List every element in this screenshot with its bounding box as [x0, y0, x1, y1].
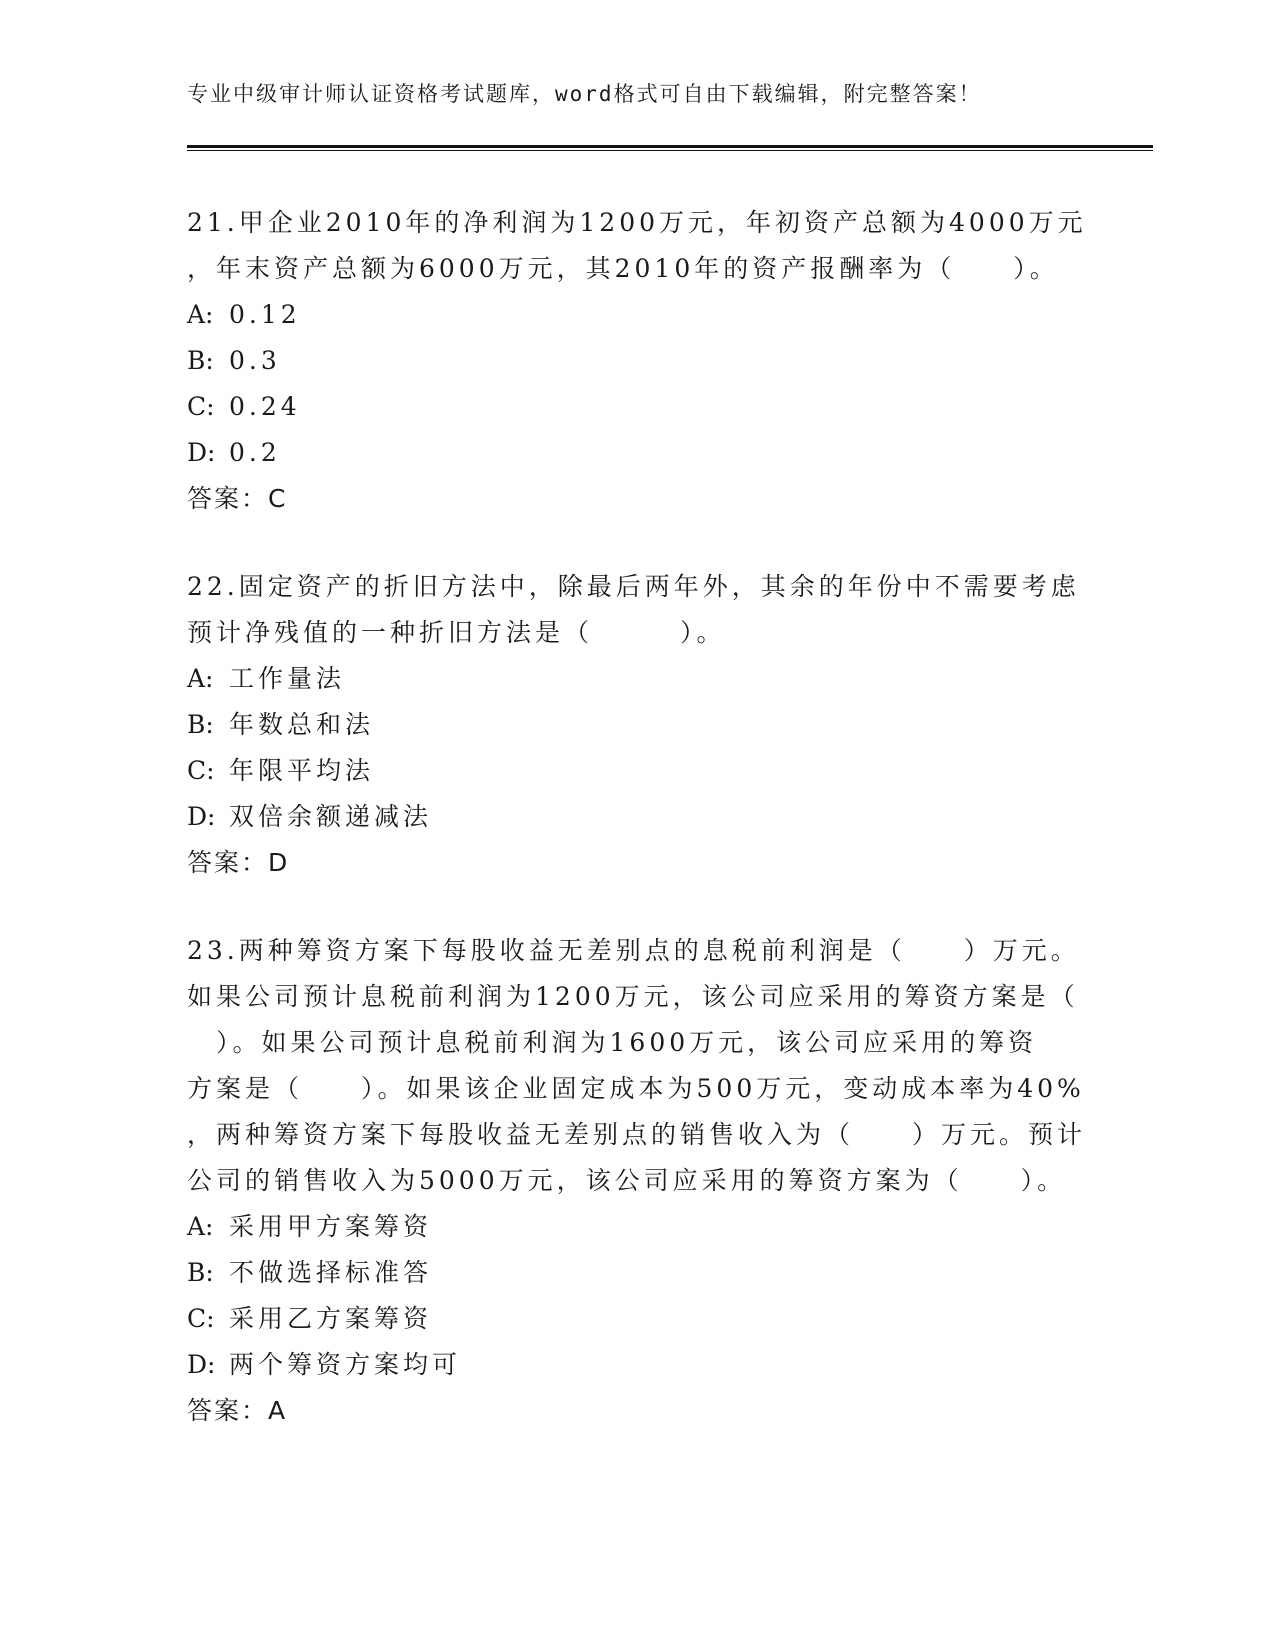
option-text: 采用乙方案筹资	[229, 1304, 433, 1333]
option-label: B:	[187, 710, 214, 739]
option-text: 双倍余额递减法	[229, 802, 433, 831]
question-text-line: ）。如果公司预计息税前利润为1600万元，该公司应采用的筹资	[187, 1028, 1038, 1057]
question-23	[187, 928, 1087, 1434]
page-header: 专业中级审计师认证资格考试题库，word格式可自由下载编辑，附完整答案！	[187, 82, 982, 106]
option-label: D:	[187, 1350, 216, 1379]
question-text-line: 如果公司预计息税前利润为1200万元，该公司应采用的筹资方案是（	[187, 982, 1079, 1011]
question-text-line: 预计净残值的一种折旧方法是（ ）。	[187, 618, 726, 647]
option-label: D:	[187, 802, 216, 831]
option-label: C:	[187, 1304, 215, 1333]
option-b	[187, 702, 1087, 748]
option-a	[187, 656, 1087, 702]
question-text-line: 21.甲企业2010年的净利润为1200万元，年初资产总额为4000万元	[187, 208, 1087, 237]
question-text-line: 23.两种筹资方案下每股收益无差别点的息税前利润是（ ）万元。	[187, 936, 1080, 965]
question-22	[187, 564, 1087, 886]
option-c	[187, 748, 1087, 794]
option-b	[187, 1250, 1087, 1296]
option-label: C:	[187, 756, 215, 785]
option-text: 工作量法	[229, 664, 346, 693]
option-text: 0.24	[229, 392, 301, 421]
question-text-line: 方案是（ ）。如果该企业固定成本为500万元，变动成本率为40%	[187, 1074, 1085, 1103]
option-label: D:	[187, 438, 216, 467]
answer-line: 答案：C	[187, 484, 288, 513]
option-c	[187, 384, 1087, 430]
option-text: 不做选择标准答	[229, 1258, 433, 1287]
question-text-line: ，两种筹资方案下每股收益无差别点的销售收入为（ ）万元。预计	[187, 1120, 1087, 1149]
option-label: A:	[187, 1212, 214, 1241]
option-d	[187, 430, 1087, 476]
answer-line: 答案：A	[187, 1396, 288, 1425]
option-a	[187, 1204, 1087, 1250]
header-rule-thin	[187, 150, 1153, 151]
option-label: C:	[187, 392, 215, 421]
question-text-line: 公司的销售收入为5000万元，该公司应采用的筹资方案为（ ）。	[187, 1166, 1067, 1195]
option-text: 两个筹资方案均可	[229, 1350, 462, 1379]
option-label: A:	[187, 664, 214, 693]
question-21	[187, 200, 1087, 522]
question-text-line: 22.固定资产的折旧方法中，除最后两年外，其余的年份中不需要考虑	[187, 572, 1080, 601]
question-text-line: ，年末资产总额为6000万元，其2010年的资产报酬率为（ ）。	[187, 254, 1059, 283]
option-label: A:	[187, 300, 214, 329]
option-c	[187, 1296, 1087, 1342]
option-d	[187, 794, 1087, 840]
option-text: 年数总和法	[229, 710, 375, 739]
option-d	[187, 1342, 1087, 1388]
option-text: 0.12	[229, 300, 301, 329]
option-text: 0.2	[229, 438, 281, 467]
option-b	[187, 338, 1087, 384]
header-rule-thick	[187, 145, 1153, 148]
option-text: 0.3	[229, 346, 281, 375]
option-text: 采用甲方案筹资	[229, 1212, 433, 1241]
option-text: 年限平均法	[229, 756, 375, 785]
answer-line: 答案：D	[187, 848, 290, 877]
option-label: B:	[187, 1258, 214, 1287]
option-label: B:	[187, 346, 214, 375]
option-a	[187, 292, 1087, 338]
